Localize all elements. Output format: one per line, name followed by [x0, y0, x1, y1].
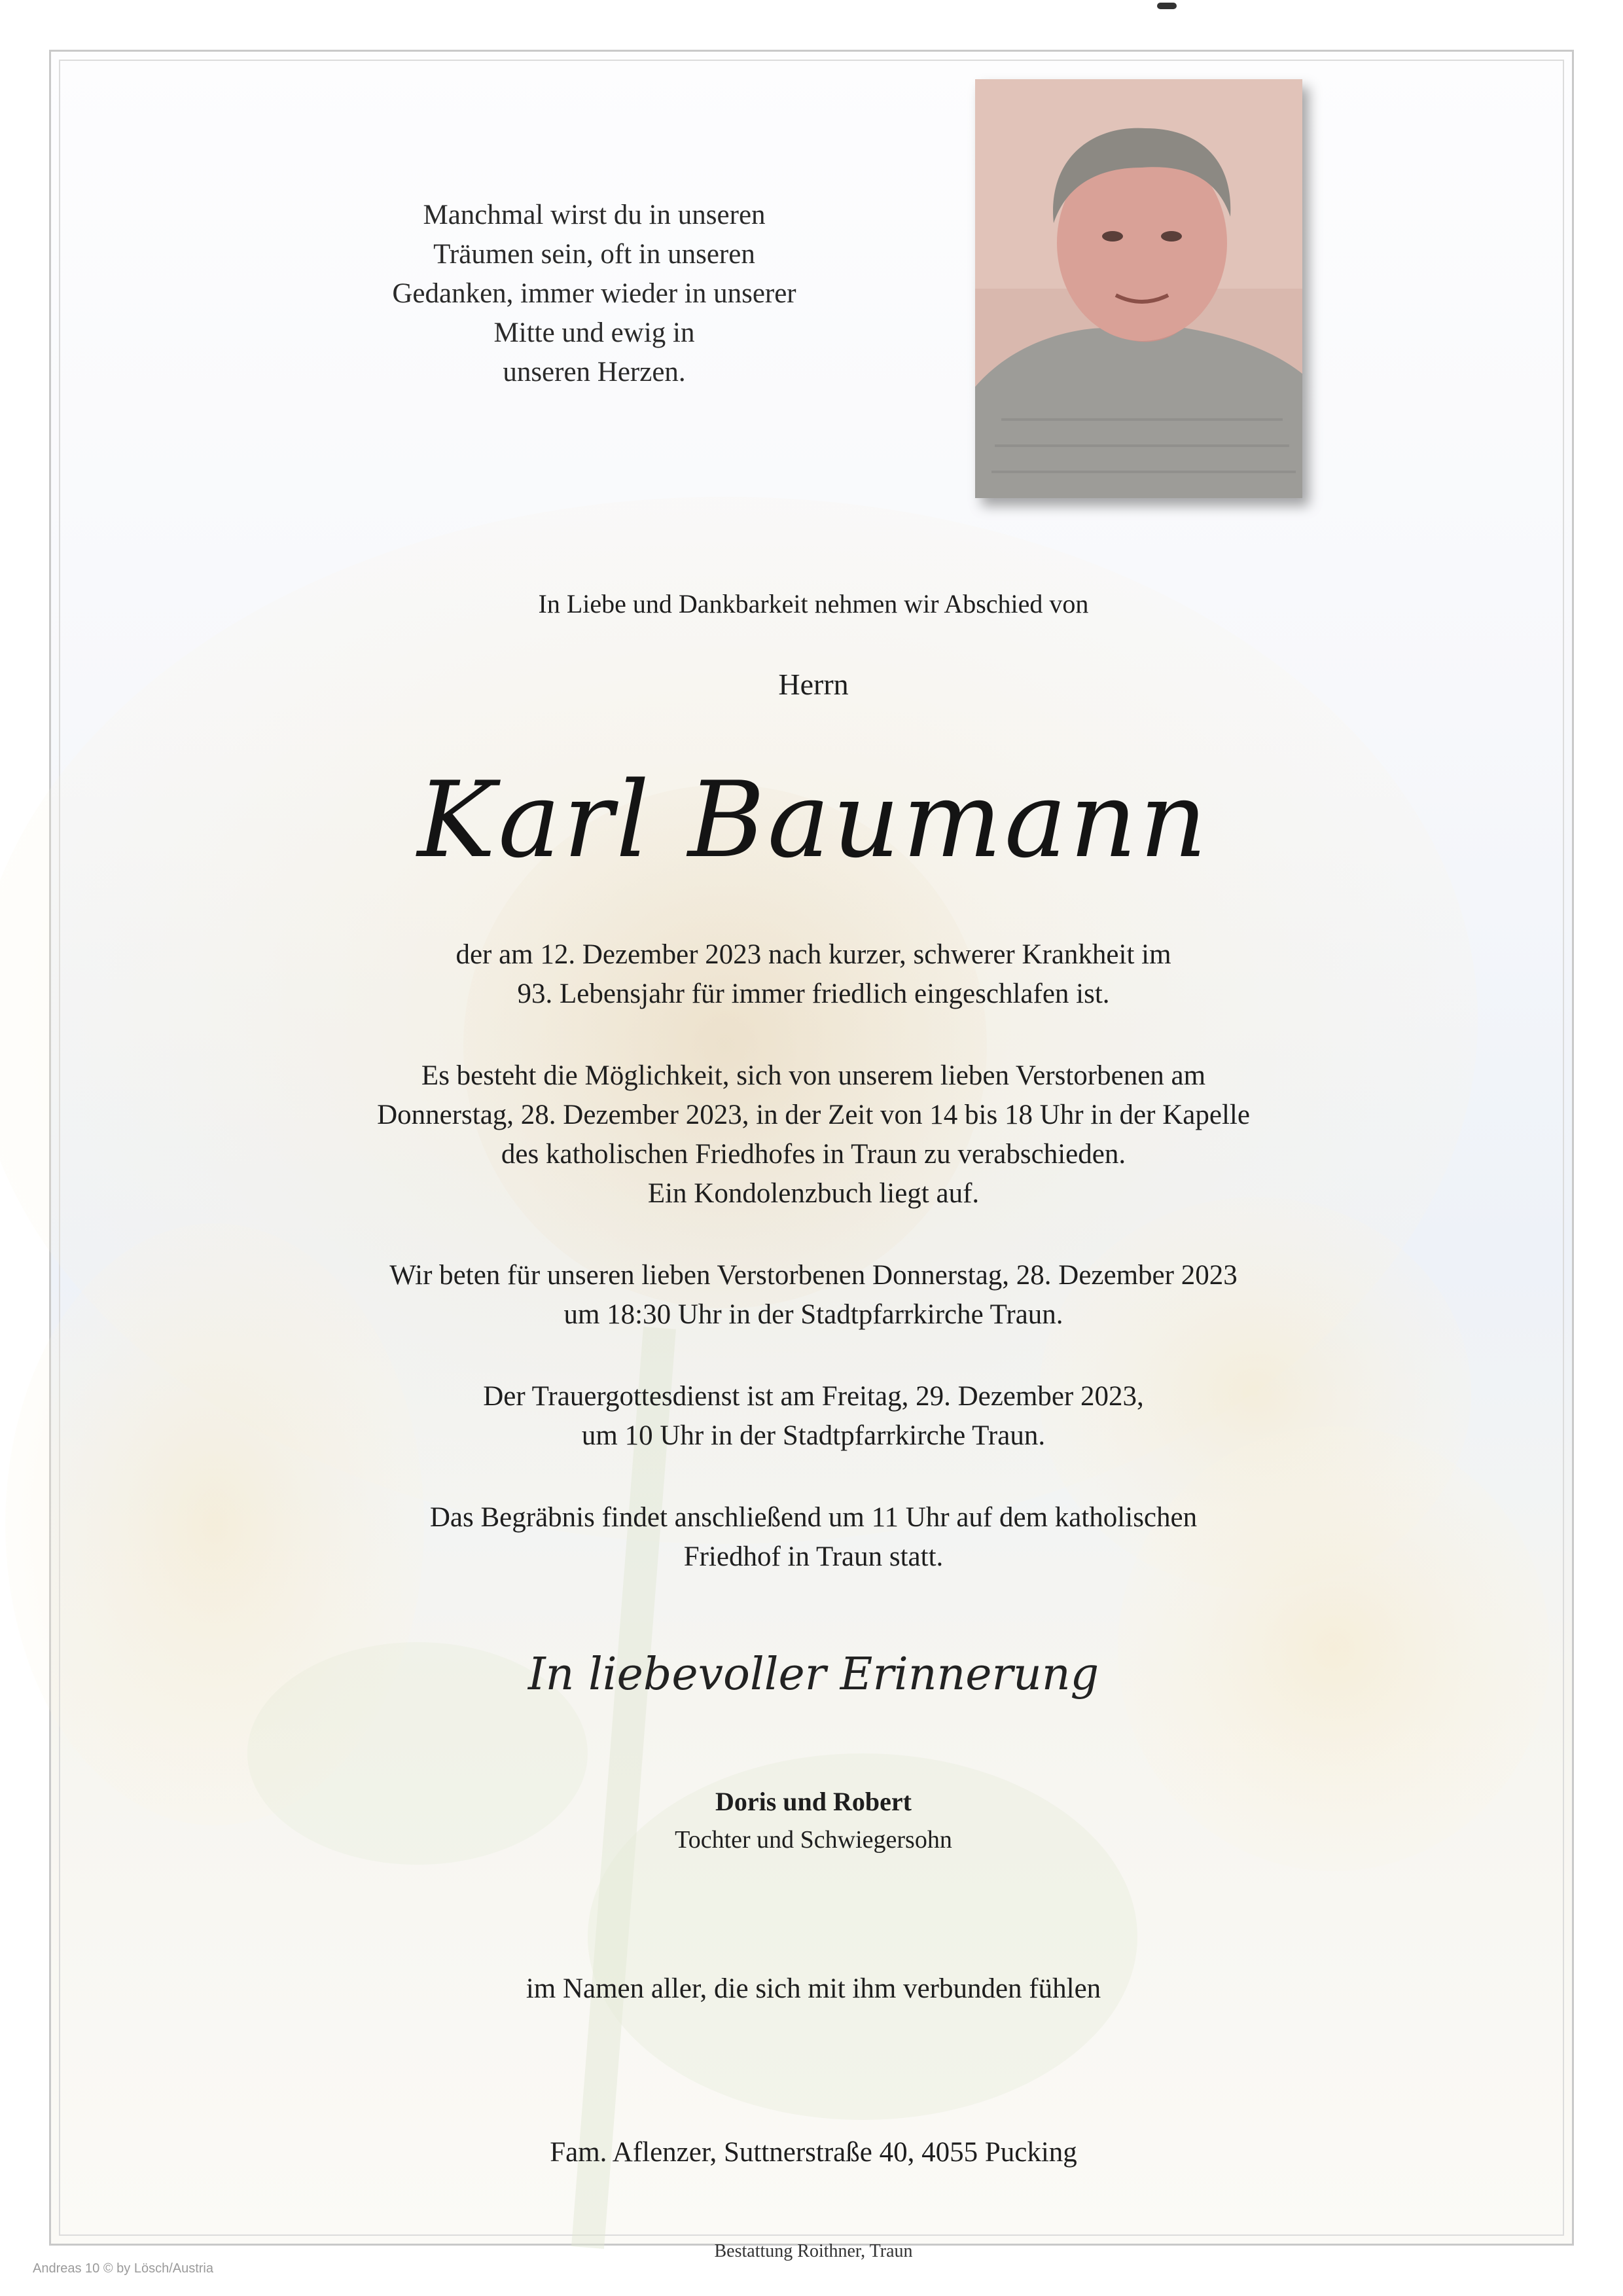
signers-names: Doris und Robert: [715, 1787, 912, 1816]
print-imprint: Andreas 10 © by Lösch/Austria: [33, 2261, 213, 2276]
burial-paragraph: [51, 1498, 1576, 1577]
paragraph-line: um 10 Uhr in der Stadtpfarrkirche Traun.: [581, 1420, 1046, 1451]
paragraph-line: des katholischen Friedhofes in Traun zu verabschieden.: [501, 1139, 1126, 1170]
paragraph-line: Ein Kondolenzbuch liegt auf.: [647, 1178, 980, 1209]
motto-line: unseren Herzen.: [503, 357, 686, 387]
funeral-service-paragraph: [51, 1377, 1576, 1456]
motto-line: Träumen sein, oft in unseren: [433, 239, 755, 270]
family-address: Fam. Aflenzer, Suttnerstraße 40, 4055 Pucking: [550, 2137, 1077, 2168]
closing-line: im Namen aller, die sich mit ihm verbunden fühlen: [526, 1973, 1101, 2004]
viewing-paragraph: [51, 1056, 1576, 1213]
motto-line: Manchmal wirst du in unseren: [423, 200, 766, 230]
signers-relation: Tochter und Schwiegersohn: [675, 1826, 952, 1854]
paragraph-line: Wir beten für unseren lieben Verstorbenen Donnerstag, 28. Dezember 2023: [389, 1260, 1238, 1291]
paragraph-line: Friedhof in Traun statt.: [683, 1541, 944, 1572]
prayer-paragraph: [51, 1256, 1576, 1335]
motto-line: Mitte und ewig in: [493, 317, 695, 348]
paragraph-line: der am 12. Dezember 2023 nach kurzer, schwerer Krankheit im: [455, 939, 1171, 970]
death-notice-paragraph: [51, 935, 1576, 1014]
portrait-illustration: [975, 79, 1302, 498]
scan-speck: [1157, 3, 1177, 9]
paragraph-line: um 18:30 Uhr in der Stadtpfarrkirche Traun.: [563, 1299, 1063, 1330]
motto-line: Gedanken, immer wieder in unserer: [392, 278, 796, 309]
deceased-name: Karl Baumann: [417, 759, 1210, 881]
paragraph-line: Der Trauergottesdienst ist am Freitag, 29. Dezember 2023,: [483, 1381, 1144, 1412]
honorific-title: Herrn: [778, 668, 849, 701]
portrait-photo: [975, 79, 1302, 498]
paragraph-line: 93. Lebensjahr für immer friedlich eingeschlafen ist.: [517, 978, 1110, 1009]
remembrance-heading: In liebevoller Erinnerung: [527, 1649, 1099, 1700]
obituary-card: [49, 50, 1574, 2261]
motto-verse: [339, 196, 849, 392]
paragraph-line: Es besteht die Möglichkeit, sich von unserem lieben Verstorbenen am: [421, 1060, 1206, 1091]
paragraph-line: Donnerstag, 28. Dezember 2023, in der Zeit von 14 bis 18 Uhr in der Kapelle: [377, 1100, 1250, 1130]
undertaker-credit: Bestattung Roithner, Traun: [714, 2241, 913, 2261]
paragraph-line: Das Begräbnis findet anschließend um 11 Uhr auf dem katholischen: [429, 1502, 1198, 1533]
intro-text: In Liebe und Dankbarkeit nehmen wir Abschied von: [538, 589, 1089, 619]
